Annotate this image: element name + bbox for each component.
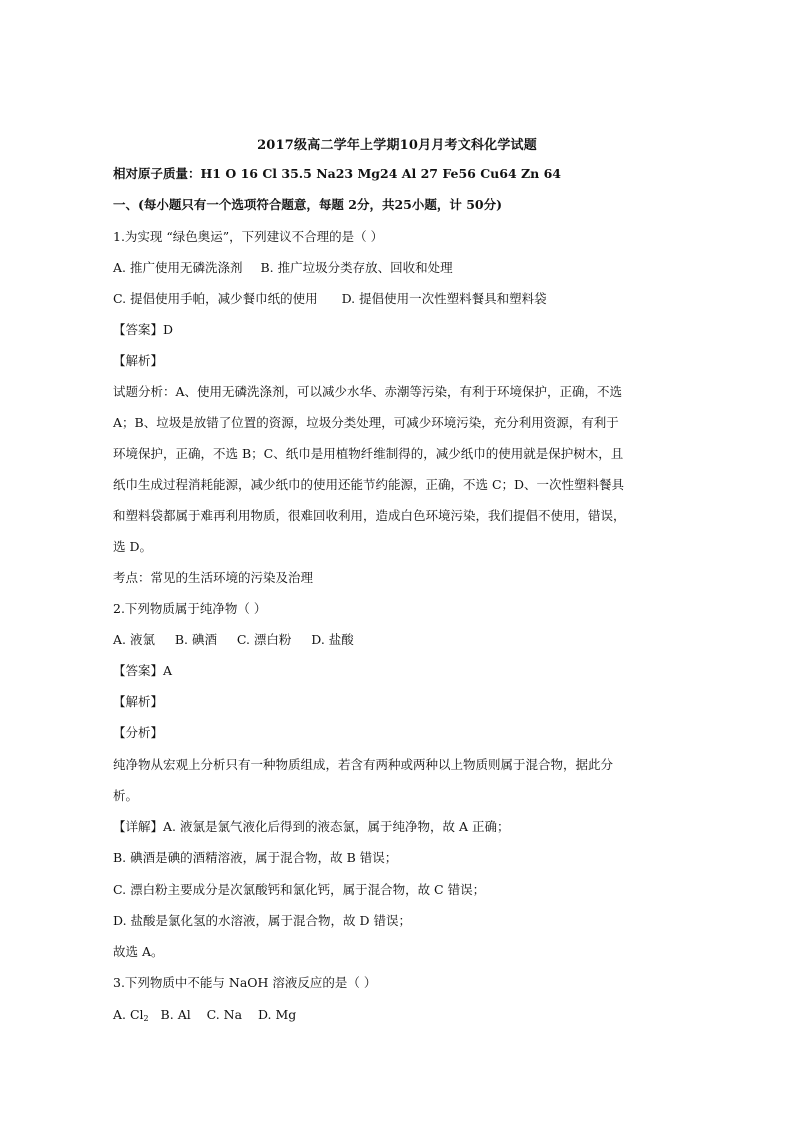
atomic-mass-line: 相对原子质量：H1 O 16 Cl 35.5 Na23 Mg24 Al 27 Fe56 Cu64 Zn 64 bbox=[113, 166, 561, 181]
q1-options-ab bbox=[113, 258, 693, 278]
q1-analysis-line: A；B、垃圾是放错了位置的资源，垃圾分类处理，可减少环境污染，充分利用资源，有利于 bbox=[113, 415, 619, 430]
q2-detail-line: B. 碘酒是碘的酒精溶液，属于混合物，故 B 错误； bbox=[113, 850, 398, 865]
q1-analysis-line: 试题分析：A、使用无磷洗涤剂，可以减少水华、赤潮等污染，有利于环境保护，正确，不选 bbox=[113, 384, 623, 399]
q2-fenxi-label: 【分析】 bbox=[113, 725, 164, 740]
q2-answer: 【答案】A bbox=[113, 663, 173, 678]
q1-analysis-line: 环境保护，正确，不选 B；C、纸巾是用植物纤维制得的，减少纸巾的使用就是保护树木，且 bbox=[113, 446, 624, 461]
q2-fenxi-line: 纯净物从宏观上分析只有一种物质组成，若含有两种或两种以上物质则属于混合物，据此分 bbox=[113, 757, 614, 772]
q1-stem: 1.为实现 “绿色奥运”，下列建议不合理的是（ ） bbox=[113, 229, 384, 244]
exam-title: 2017级高二学年上学期10月月考文科化学试题 bbox=[257, 138, 537, 153]
q1-options-cd bbox=[113, 289, 693, 309]
q1-answer: 【答案】D bbox=[113, 322, 174, 337]
q1-analysis-line: 纸巾生成过程消耗能源，减少纸巾的使用还能节约能源，正确，不选 C；D、一次性塑料餐具 bbox=[113, 477, 625, 492]
q3-stem: 3.下列物质中不能与 NaOH 溶液反应的是（ ） bbox=[113, 975, 377, 990]
q2-detail-line: D. 盐酸是氯化氢的水溶液，属于混合物，故 D 错误； bbox=[113, 913, 411, 928]
q2-fenxi-line: 析。 bbox=[113, 788, 139, 803]
q2-stem: 2.下列物质属于纯净物（ ） bbox=[113, 601, 267, 616]
q1-option-c: C. 提倡使用手帕，减少餐巾纸的使用 bbox=[113, 291, 318, 306]
q1-analysis-line: 和塑料袋都属于难再利用物质，很难回收利用，造成白色环境污染，我们提倡不使用，错误， bbox=[113, 508, 626, 523]
q3-option-a: A. Cl bbox=[113, 1007, 144, 1022]
q1-kaodian: 考点：常见的生活环境的污染及治理 bbox=[113, 570, 314, 585]
q1-option-a: A. 推广使用无磷洗涤剂 bbox=[113, 260, 243, 275]
q3-options bbox=[113, 1005, 693, 1029]
q2-analysis-label: 【解析】 bbox=[113, 694, 164, 709]
q3-option-a-subscript: 2 bbox=[143, 1014, 149, 1023]
q1-analysis-label: 【解析】 bbox=[113, 353, 164, 368]
q2-conclusion: 故选 A。 bbox=[113, 944, 164, 959]
q1-option-d: D. 提倡使用一次性塑料餐具和塑料袋 bbox=[341, 291, 547, 306]
q2-detail-line: C. 漂白粉主要成分是次氯酸钙和氯化钙，属于混合物，故 C 错误； bbox=[113, 882, 486, 897]
q2-options: A. 液氯 B. 碘酒 C. 漂白粉 D. 盐酸 bbox=[113, 632, 354, 647]
q2-detail-line: 【详解】A. 液氯是氯气液化后得到的液态氯，属于纯净物，故 A 正确； bbox=[113, 819, 510, 834]
q3-options-rest: B. Al C. Na D. Mg bbox=[148, 1007, 297, 1022]
q1-analysis-line: 选 D。 bbox=[113, 539, 152, 554]
section-heading: 一、(每小题只有一个选项符合题意，每题 2分，共25小题，计 50分) bbox=[113, 197, 503, 212]
q1-option-b: B. 推广垃圾分类存放、回收和处理 bbox=[260, 260, 453, 275]
